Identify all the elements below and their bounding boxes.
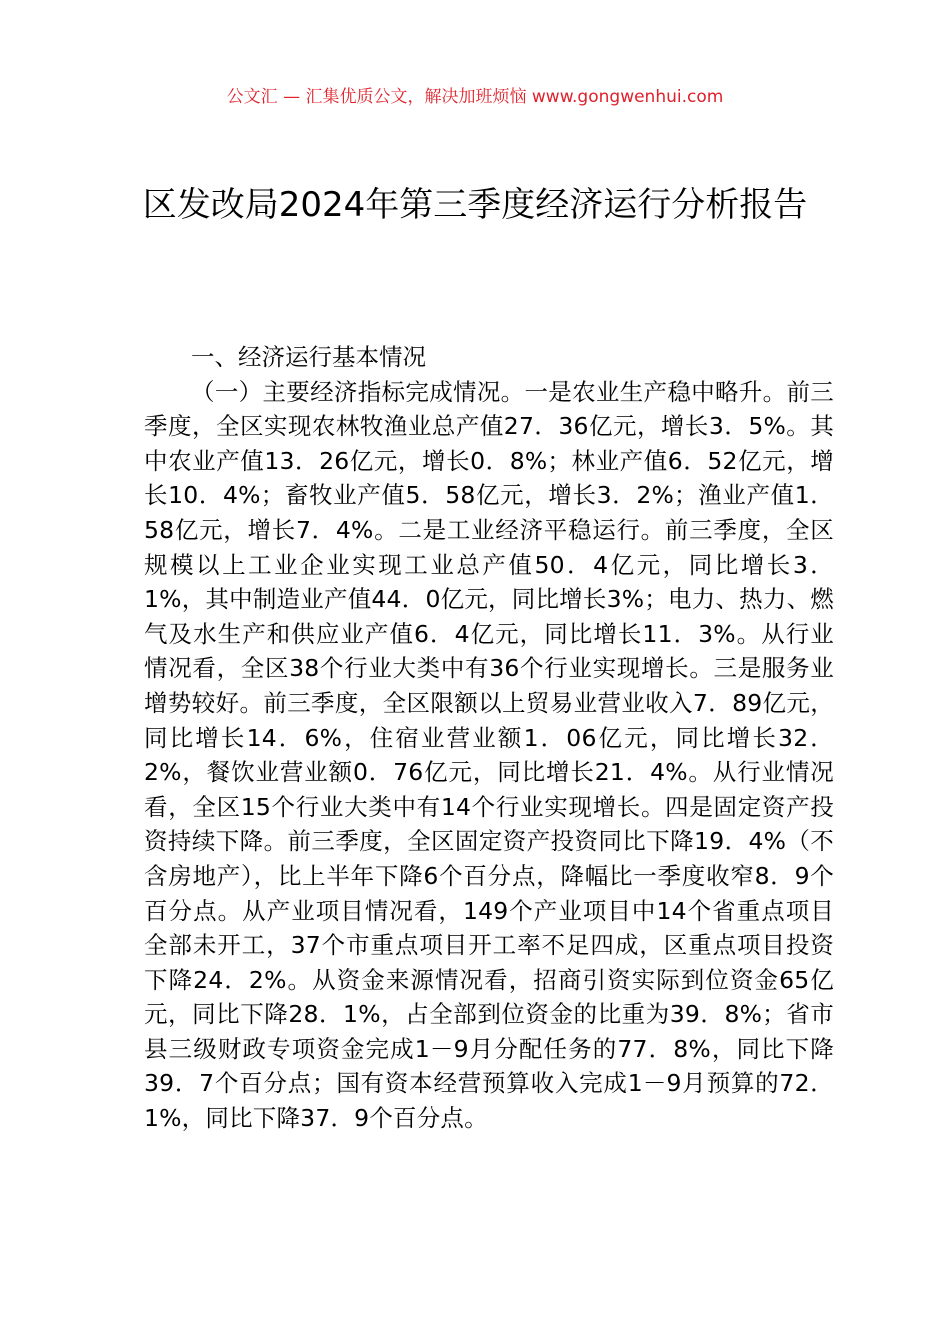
section-heading: 一、经济运行基本情况 — [191, 343, 426, 371]
document-title: 区发改局2024年第三季度经济运行分析报告 — [142, 185, 808, 225]
document-body — [144, 340, 834, 1136]
body-paragraph: （一）主要经济指标完成情况。一是农业生产稳中略升。前三季度，全区实现农林牧渔业总产值27．36亿元，增长3．5%。其中农业产值13．26亿元，增长0．8%；林业产值6．52亿元，增长10．4%；畜牧业产值5．58亿元，增长3．2%；渔业产值1．58亿元，增长7．4%。二是工业经济平稳运行。前三季度，全区规模以上工业企业实现工业总产值50．4亿元，同比增长3．1%，其中制造业产值44．0亿元，同比增长3%；电力、热力、燃气及水生产和供应业产值6．4亿元，同比增长11．3%。从行业情况看，全区38个行业大类中有36个行业实现增长。三是服务业增势较好。前三季度，全区限额以上贸易业营业收入7．89亿元，同比增长14．6%，住宿业营业额1．06亿元，同比增长32．2%，餐饮业营业额0．76亿元，同比增长21．4%。从行业情况看，全区15个行业大类中有14个行业实现增长。四是固定资产投资持续下降。前三季度，全区固定资产投资同比下降19．4%（不含房地产），比上半年下降6个百分点，降幅比一季度收窄8．9个百分点。从产业项目情况看，149个产业项目中14个省重点项目全部未开工，37个市重点项目开工率不足四成，区重点项目投资下降24．2%。从资金来源情况看，招商引资实际到位资金65亿元，同比下降28．1%，占全部到位资金的比重为39．8%；省市县三级财政专项资金完成1－9月分配任务的77．8%，同比下降39．7个百分点；国有资本经营预算收入完成1－9月预算的72．1%，同比下降37．9个百分点。 — [144, 377, 834, 1133]
watermark-banner: 公文汇 — 汇集优质公文，解决加班烦恼 www.gongwenhui.com — [226, 87, 724, 107]
